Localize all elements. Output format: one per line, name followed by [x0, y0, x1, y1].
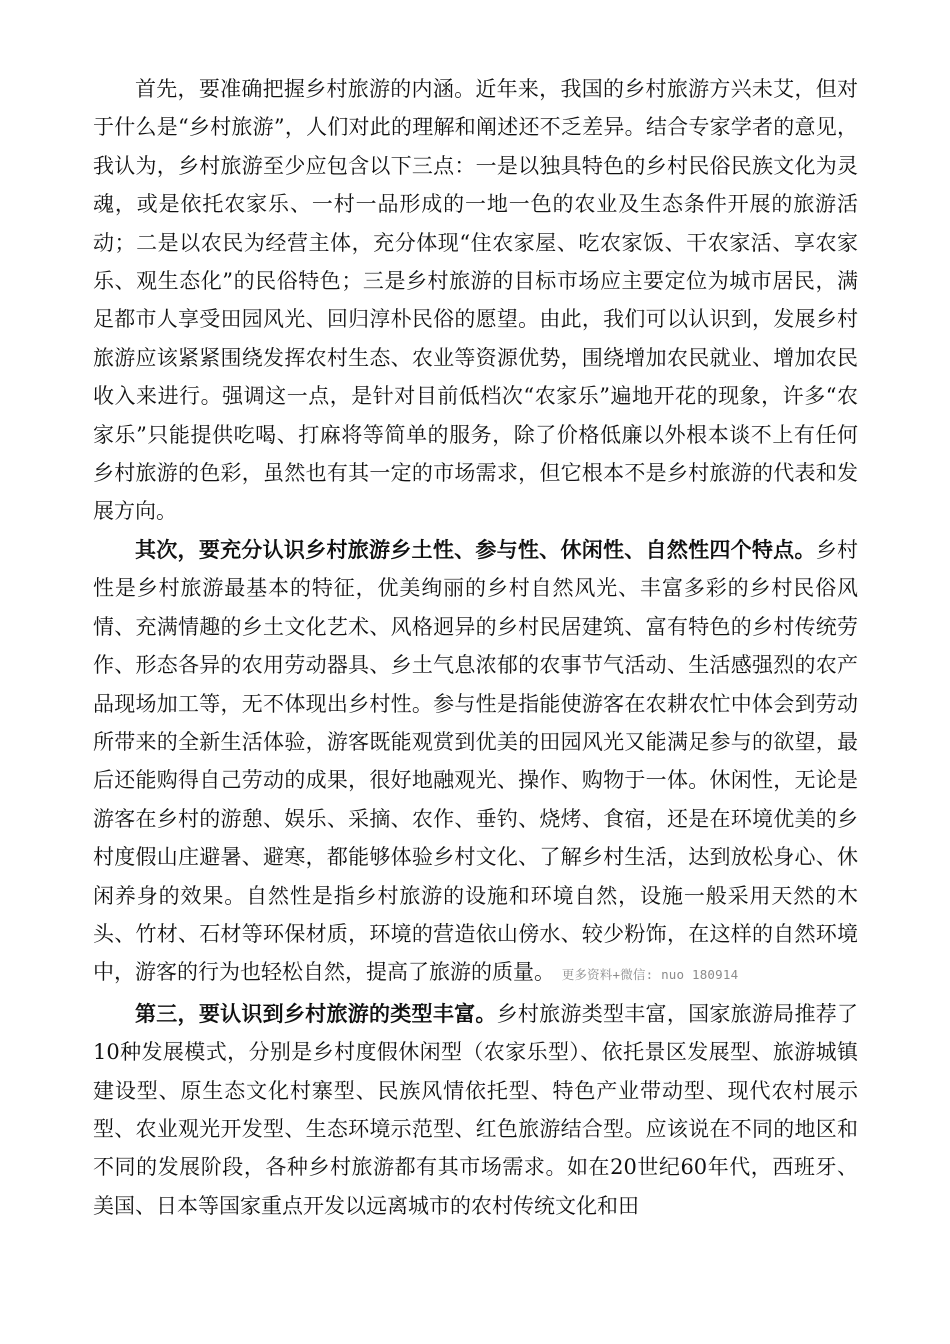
paragraph-3: [93, 995, 858, 1225]
paragraph-2: [93, 531, 858, 995]
paragraph-1: [93, 70, 858, 531]
paragraph-3-lead: 第三，要认识到乡村旅游的类型丰富。: [135, 1000, 497, 1026]
paragraph-1-text: 首先，要准确把握乡村旅游的内涵。近年来，我国的乡村旅游方兴未艾，但对于什么是“乡村旅游”，人们对此的理解和阐述还不乏差异。结合专家学者的意见，我认为，乡村旅游至少应包含以下三点：一是以独具特色的乡村民俗民族文化为灵魂，或是依托农家乐、一村一品形成的一地一色的农业及生态条件开展的旅游活动；二是以农民为经营主体，充分体现“住农家屋、吃农家饭、干农家活、享农家乐、观生态化”的民俗特色；三是乡村旅游的目标市场应主要定位为城市居民，满足都市人享受田园风光、回归淳朴民俗的愿望。由此，我们可以认识到，发展乡村旅游应该紧紧围绕发挥农村生态、农业等资源优势，围绕增加农民就业、增加农民收入来进行。强调这一点，是针对目前低档次“农家乐”遍地开花的现象，许多“农家乐”只能提供吃喝、打麻将等简单的服务，除了价格低廉以外根本谈不上有任何乡村旅游的色彩，虽然也有其一定的市场需求，但它根本不是乡村旅游的代表和发展方向。: [93, 77, 858, 524]
contact-note: 更多资料+微信: nuo 180914: [561, 967, 739, 983]
paragraph-3-text: 乡村旅游类型丰富，国家旅游局推荐了10种发展模式，分别是乡村度假休闲型（农家乐型）、依托景区发展型、旅游城镇建设型、原生态文化村寨型、民族风情依托型、特色产业带动型、现代农村展示型、农业观光开发型、生态环境示范型、红色旅游结合型。应该说在不同的地区和不同的发展阶段，各种乡村旅游都有其市场需求。如在20世纪60年代，西班牙、美国、日本等国家重点开发以远离城市的农村传统文化和田: [93, 1001, 859, 1218]
document-page: [93, 70, 858, 1225]
paragraph-2-text: 乡村性是乡村旅游最基本的特征，优美绚丽的乡村自然风光、丰富多彩的乡村民俗风情、充满情趣的乡土文化艺术、风格迥异的乡村民居建筑、富有特色的乡村传统劳作、形态各异的农用劳动器具、乡土气息浓郁的农事节气活动、生活感强烈的农产品现场加工等，无不体现出乡村性。参与性是指能使游客在农耕农忙中体会到劳动所带来的全新生活体验，游客既能观赏到优美的田园风光又能满足参与的欲望，最后还能购得自己劳动的成果，很好地融观光、操作、购物于一体。休闲性，无论是游客在乡村的游憩、娱乐、采摘、农作、垂钓、烧烤、食宿，还是在环境优美的乡村度假山庄避暑、避寒，都能够体验乡村文化、了解乡村生活，达到放松身心、休闲养身的效果。自然性是指乡村旅游的设施和环境自然，设施一般采用天然的木头、竹材、石材等环保材质，环境的营造依山傍水、较少粉饰，在这样的自然环境中，游客的行为也轻松自然，提高了旅游的质量。: [93, 537, 859, 985]
paragraph-2-lead: 其次，要充分认识乡村旅游乡土性、参与性、休闲性、自然性四个特点。: [135, 536, 816, 562]
